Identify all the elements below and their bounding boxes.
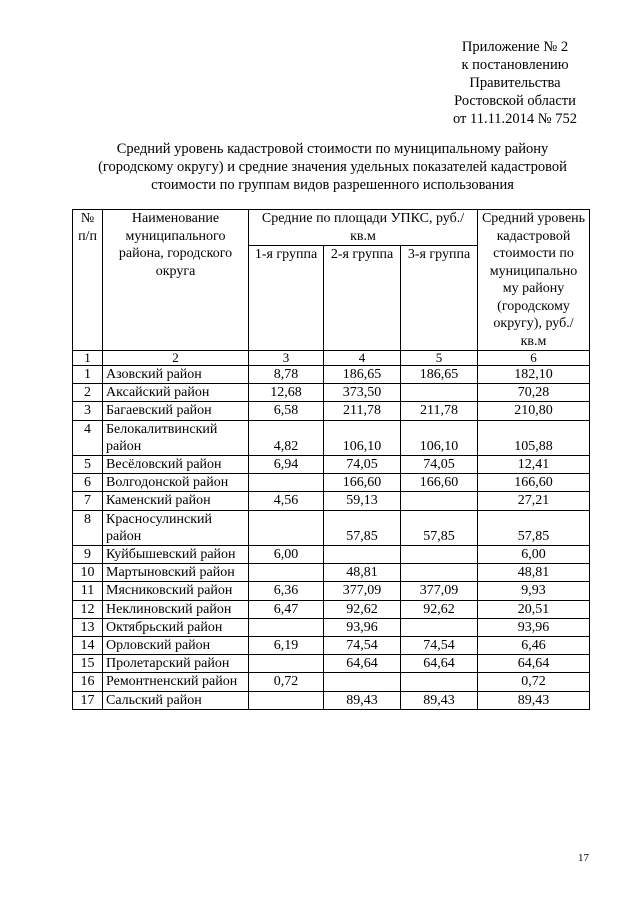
group-3-value: 64,64 [401,655,478,673]
group-1-value: 6,47 [249,600,324,618]
group-3-value: 92,62 [401,600,478,618]
table-row [73,691,590,709]
row-number: 3 [73,402,103,420]
table-row [73,582,590,600]
column-numbers-row [73,351,590,366]
table-row [73,546,590,564]
average-value: 12,41 [478,456,590,474]
row-number: 9 [73,546,103,564]
group-3-value: 106,10 [401,420,478,455]
group-3-value: 166,60 [401,474,478,492]
district-name: Куйбышевский район [103,546,249,564]
row-number: 16 [73,673,103,691]
title-line-1: Средний уровень кадастровой стоимости по муниципальному району [116,141,549,157]
header-number: № п/п [73,210,103,351]
row-number: 1 [73,366,103,384]
group-3-value: 186,65 [401,366,478,384]
average-value: 6,46 [478,637,590,655]
group-2-value: 373,50 [324,384,401,402]
appendix-line-4: Ростовской области [454,93,576,109]
average-value: 64,64 [478,655,590,673]
column-number: 6 [478,351,590,366]
group-1-value [249,691,324,709]
table-row [73,510,590,545]
appendix-line-1: Приложение № 2 [461,39,569,55]
group-1-value [249,510,324,545]
table-row [73,384,590,402]
group-1-value [249,655,324,673]
column-number: 2 [103,351,249,366]
group-2-value: 74,05 [324,456,401,474]
group-2-value [324,546,401,564]
document-title [70,140,595,194]
group-1-value: 6,00 [249,546,324,564]
row-number: 15 [73,655,103,673]
table-row [73,564,590,582]
district-name: Белокалитвинский район [103,420,249,455]
average-value: 93,96 [478,618,590,636]
column-number: 3 [249,351,324,366]
group-1-value: 8,78 [249,366,324,384]
table-row [73,600,590,618]
row-number: 12 [73,600,103,618]
average-value: 70,28 [478,384,590,402]
group-2-value: 57,85 [324,510,401,545]
header-average: Средний уровень кадастровой стоимости по муниципально му району (городскому округу), руб./кв.м [478,210,590,351]
row-number: 14 [73,637,103,655]
header-group-3: 3-я группа [401,246,478,351]
group-1-value [249,474,324,492]
group-1-value: 4,82 [249,420,324,455]
group-2-value: 186,65 [324,366,401,384]
average-value: 6,00 [478,546,590,564]
group-2-value: 74,54 [324,637,401,655]
group-1-value: 6,36 [249,582,324,600]
group-2-value [324,673,401,691]
row-number: 13 [73,618,103,636]
average-value: 20,51 [478,600,590,618]
row-number: 4 [73,420,103,455]
group-1-value: 0,72 [249,673,324,691]
group-3-value [401,546,478,564]
group-1-value: 6,19 [249,637,324,655]
cadastral-value-table [72,209,590,710]
group-3-value: 211,78 [401,402,478,420]
average-value: 9,93 [478,582,590,600]
table-row [73,673,590,691]
group-1-value: 6,58 [249,402,324,420]
table-row [73,655,590,673]
column-number: 1 [73,351,103,366]
average-value: 182,10 [478,366,590,384]
district-name: Весёловский район [103,456,249,474]
average-value: 0,72 [478,673,590,691]
average-value: 57,85 [478,510,590,545]
group-2-value: 89,43 [324,691,401,709]
table-row [73,618,590,636]
average-value: 166,60 [478,474,590,492]
group-1-value: 4,56 [249,492,324,510]
group-2-value: 211,78 [324,402,401,420]
title-line-2: (городскому округу) и средние значения удельных показателей кадастровой [98,159,567,175]
average-value: 210,80 [478,402,590,420]
district-name: Красносулинский район [103,510,249,545]
appendix-block [420,38,610,128]
group-2-value: 64,64 [324,655,401,673]
table-row [73,366,590,384]
average-value: 105,88 [478,420,590,455]
district-name: Ремонтненский район [103,673,249,691]
title-line-3: стоимости по группам видов разрешенного использования [151,177,514,193]
average-value: 89,43 [478,691,590,709]
row-number: 7 [73,492,103,510]
district-name: Сальский район [103,691,249,709]
table-row [73,637,590,655]
column-number: 5 [401,351,478,366]
table-row [73,420,590,455]
row-number: 11 [73,582,103,600]
row-number: 5 [73,456,103,474]
district-name: Багаевский район [103,402,249,420]
group-3-value: 74,54 [401,637,478,655]
group-3-value: 74,05 [401,456,478,474]
appendix-line-2: к постановлению [461,57,569,73]
district-name: Неклиновский район [103,600,249,618]
group-2-value: 48,81 [324,564,401,582]
group-2-value: 59,13 [324,492,401,510]
group-1-value: 6,94 [249,456,324,474]
group-3-value [401,618,478,636]
row-number: 6 [73,474,103,492]
district-name: Волгодонской район [103,474,249,492]
group-1-value [249,618,324,636]
district-name: Каменский район [103,492,249,510]
appendix-line-3: Правительства [469,75,561,91]
table-row [73,474,590,492]
group-3-value: 89,43 [401,691,478,709]
header-group-1: 1-я группа [249,246,324,351]
average-value: 27,21 [478,492,590,510]
row-number: 2 [73,384,103,402]
district-name: Аксайский район [103,384,249,402]
group-2-value: 93,96 [324,618,401,636]
district-name: Октябрьский район [103,618,249,636]
group-1-value: 12,68 [249,384,324,402]
group-2-value: 92,62 [324,600,401,618]
row-number: 8 [73,510,103,545]
group-2-value: 106,10 [324,420,401,455]
page-number: 17 [578,852,589,864]
group-3-value [401,673,478,691]
row-number: 10 [73,564,103,582]
table-row [73,456,590,474]
district-name: Орловский район [103,637,249,655]
district-name: Пролетарский район [103,655,249,673]
table-row [73,402,590,420]
group-3-value [401,384,478,402]
group-2-value: 377,09 [324,582,401,600]
appendix-line-5: от 11.11.2014 № 752 [452,111,578,127]
header-name: Наименование муниципального района, городского округа [103,210,249,351]
district-name: Мясниковский район [103,582,249,600]
group-3-value [401,492,478,510]
column-number: 4 [324,351,401,366]
group-3-value: 377,09 [401,582,478,600]
group-3-value: 57,85 [401,510,478,545]
district-name: Азовский район [103,366,249,384]
average-value: 48,81 [478,564,590,582]
header-group-2: 2-я группа [324,246,401,351]
group-3-value [401,564,478,582]
row-number: 17 [73,691,103,709]
header-upks: Средние по площади УПКС, руб./кв.м [249,210,478,246]
district-name: Мартыновский район [103,564,249,582]
group-2-value: 166,60 [324,474,401,492]
group-1-value [249,564,324,582]
table-row [73,492,590,510]
